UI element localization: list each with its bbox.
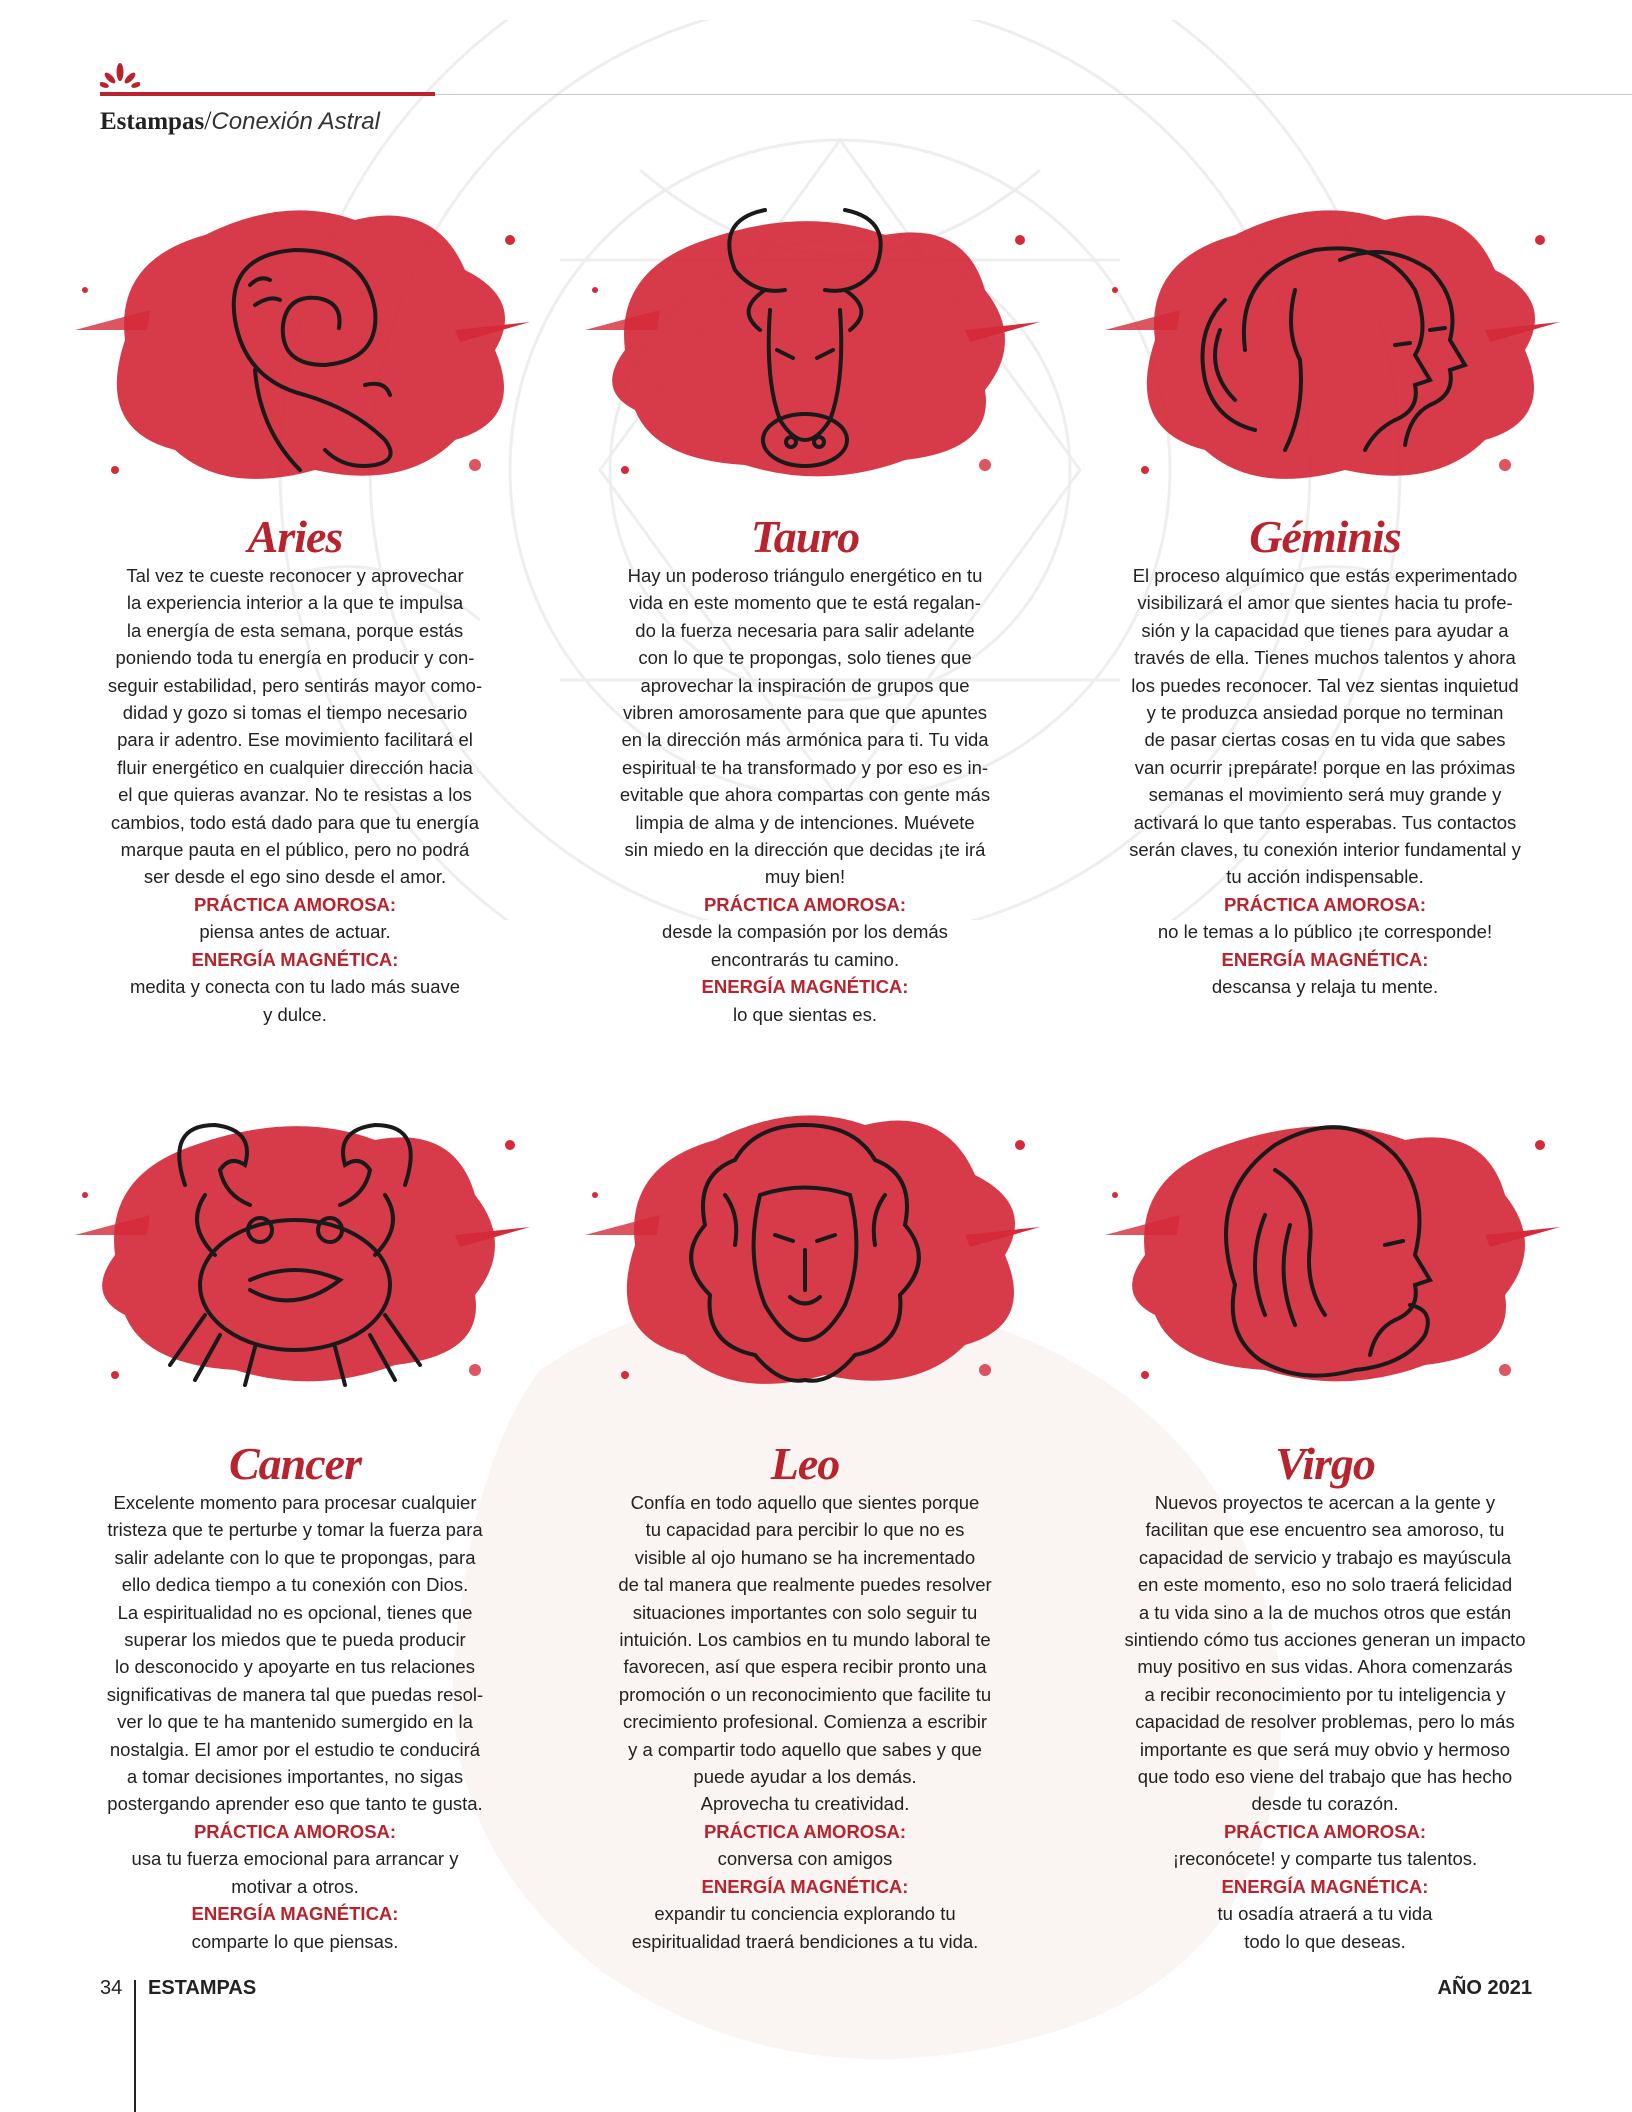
horoscope-line: favorecen, así que espera recibir pronto una xyxy=(623,1656,987,1678)
header-rule xyxy=(435,94,1632,95)
horoscope-line: van ocurrir ¡prepárate! porque en las próximas xyxy=(1134,756,1516,778)
magnetic-energy-label: ENERGÍA MAGNÉTICA: xyxy=(191,1903,399,1925)
sign-horoscope-text xyxy=(1085,1489,1565,1955)
horoscope-line: vida en este momento que te está regalan- xyxy=(629,592,981,614)
magnetic-energy-text: lo que sientas es. xyxy=(733,1003,877,1025)
love-practice-text: desde la compasión por los demás xyxy=(662,921,948,943)
horoscope-line: en este momento, eso no solo traerá felicidad xyxy=(1137,1574,1513,1596)
horoscope-line: través de ella. Tienes muchos talentos y ahora xyxy=(1134,647,1516,669)
horoscope-line: seguir estabilidad, pero sentirás mayor como- xyxy=(107,674,483,696)
crab-icon xyxy=(55,1085,535,1405)
love-practice-text: usa tu fuerza emocional para arrancar y xyxy=(131,1848,459,1870)
horoscope-line: sin miedo en la dirección que decidas ¡te irá xyxy=(624,839,986,861)
love-practice-text: piensa antes de actuar. xyxy=(199,921,391,943)
sign-horoscope-text xyxy=(55,1489,535,1955)
horoscope-line: que todo eso viene del trabajo que has hecho xyxy=(1137,1766,1513,1788)
horoscope-line: puede ayudar a los demás. xyxy=(693,1766,917,1788)
horoscope-line: cambios, todo está dado para que tu energía xyxy=(110,811,480,833)
sign-horoscope-text xyxy=(565,1489,1045,1955)
love-practice-label: PRÁCTICA AMOROSA: xyxy=(193,893,397,915)
magnetic-energy-text: espiritualidad traerá bendiciones a tu vida. xyxy=(631,1930,979,1952)
sign-name: Tauro xyxy=(750,511,860,562)
horoscope-line: salir adelante con lo que te propongas, para xyxy=(114,1546,476,1568)
horoscope-line: significativas de manera tal que puedas resol- xyxy=(106,1683,484,1705)
twin-faces-icon xyxy=(1085,180,1565,500)
love-practice-label: PRÁCTICA AMOROSA: xyxy=(1223,893,1427,915)
horoscope-line: superar los miedos que te pueda producir xyxy=(124,1629,466,1651)
magnetic-energy-label: ENERGÍA MAGNÉTICA: xyxy=(701,976,909,998)
horoscope-line: sintiendo cómo tus acciones generan un impacto xyxy=(1124,1629,1526,1651)
footer-year: AÑO 2021 xyxy=(1437,1977,1532,1999)
horoscope-line: Confía en todo aquello que sientes porque xyxy=(630,1492,980,1513)
horoscope-line: intuición. Los cambios en tu mundo laboral te xyxy=(619,1629,991,1651)
sign-name: Leo xyxy=(770,1438,840,1489)
section-title xyxy=(100,106,380,136)
horoscope-line: crecimiento profesional. Comienza a escribir xyxy=(623,1711,987,1733)
horoscope-line: y a compartir todo aquello que sabes y que xyxy=(628,1738,982,1760)
love-practice-text: conversa con amigos xyxy=(717,1848,893,1870)
horoscope-line: vibren amorosamente para que que apuntes xyxy=(622,702,988,724)
maiden-face-icon xyxy=(1085,1085,1565,1405)
horoscope-line: la energía de esta semana, porque estás xyxy=(126,619,464,641)
horoscope-line: ello dedica tiempo a tu conexión con Dios. xyxy=(121,1574,469,1596)
horoscope-line: Hay un poderoso triángulo energético en tu xyxy=(627,565,983,586)
horoscope-line: los puedes reconocer. Tal vez sientas inquietud xyxy=(1131,674,1519,696)
love-practice-text: encontrarás tu camino. xyxy=(710,948,900,970)
subsection-name: Conexión Astral xyxy=(211,108,380,135)
horoscope-line: evitable que ahora compartas con gente más xyxy=(619,784,991,806)
horoscope-line: visibilizará el amor que sientes hacia tu profe- xyxy=(1137,592,1513,614)
horoscope-line: de pasar ciertas cosas en tu vida que sabes xyxy=(1144,729,1506,751)
horoscope-line: limpia de alma y de intenciones. Muévete xyxy=(635,811,975,833)
love-practice-text: ¡reconócete! y comparte tus talentos. xyxy=(1172,1848,1478,1870)
horoscope-line: La espiritualidad no es opcional, tienes que xyxy=(117,1601,473,1623)
sign-name: Géminis xyxy=(1249,511,1401,562)
sign-horoscope-text xyxy=(55,562,535,1028)
horoscope-line: muy positivo en sus vidas. Ahora comenzarás xyxy=(1137,1656,1513,1678)
magnetic-energy-text: tu osadía atraerá a tu vida xyxy=(1217,1903,1433,1925)
love-practice-label: PRÁCTICA AMOROSA: xyxy=(703,1820,907,1842)
magnetic-energy-label: ENERGÍA MAGNÉTICA: xyxy=(191,948,399,970)
horoscope-line: didad y gozo si tomas el tiempo necesario xyxy=(122,702,468,724)
magnetic-energy-label: ENERGÍA MAGNÉTICA: xyxy=(701,1875,909,1897)
horoscope-line: visible al ojo humano se ha incrementado xyxy=(634,1546,976,1568)
page-number: 34 xyxy=(100,1977,123,1999)
horoscope-line: tu acción indispensable. xyxy=(1226,866,1424,888)
horoscope-line: tu capacidad para percibir lo que no es xyxy=(645,1519,965,1541)
sign-name: Aries xyxy=(247,511,343,562)
horoscope-line: promoción o un reconocimiento que facilite tu xyxy=(618,1683,992,1705)
horoscope-line: situaciones importantes con solo seguir tu xyxy=(632,1601,978,1623)
horoscope-line: Excelente momento para procesar cualquier xyxy=(113,1492,477,1513)
footer-rule xyxy=(134,1980,136,2112)
horoscope-line: en la dirección más armónica para ti. Tu vida xyxy=(621,729,989,751)
horoscope-line: serán claves, tu conexión interior fundamental y xyxy=(1129,839,1521,861)
horoscope-line: y te produzca ansiedad porque no terminan xyxy=(1146,702,1504,724)
fleuron-ornament-icon xyxy=(100,62,140,90)
horoscope-line: activará lo que tanto esperabas. Tus contactos xyxy=(1133,811,1517,833)
horoscope-line: a tu vida sino a la de muchos otros que están xyxy=(1138,1601,1512,1623)
love-practice-text: motivar a otros. xyxy=(231,1875,359,1897)
magnetic-energy-text: descansa y relaja tu mente. xyxy=(1211,976,1439,998)
sign-horoscope-text xyxy=(565,562,1045,1028)
magnetic-energy-text: y dulce. xyxy=(263,1003,327,1025)
horoscope-line: muy bien! xyxy=(764,866,846,888)
ram-head-icon xyxy=(55,180,535,500)
horoscope-line: el que quieras avanzar. No te resistas a los xyxy=(118,784,472,806)
horoscope-line: capacidad de resolver problemas, pero lo más xyxy=(1135,1711,1515,1733)
horoscope-line: marque pauta en el público, pero no podrá xyxy=(120,839,470,861)
horoscope-line: postergando aprender eso que tanto te gusta. xyxy=(107,1793,483,1815)
horoscope-line: con lo que te propongas, solo tienes que xyxy=(638,647,972,669)
love-practice-label: PRÁCTICA AMOROSA: xyxy=(1223,1820,1427,1842)
section-separator: / xyxy=(204,106,212,135)
horoscope-line: desde tu corazón. xyxy=(1251,1793,1399,1815)
lion-head-icon xyxy=(565,1085,1045,1405)
horoscope-line: Tal vez te cueste reconocer y aprovechar xyxy=(126,565,464,586)
magnetic-energy-text: comparte lo que piensas. xyxy=(191,1930,399,1952)
horoscope-line: do la fuerza necesaria para salir adelante xyxy=(635,619,975,641)
magnetic-energy-label: ENERGÍA MAGNÉTICA: xyxy=(1221,948,1429,970)
horoscope-line: lo desconocido y apoyarte en tus relaciones xyxy=(115,1656,475,1678)
horoscope-line: semanas el movimiento será muy grande y xyxy=(1148,784,1502,806)
horoscope-line: a tomar decisiones importantes, no sigas xyxy=(126,1766,464,1788)
horoscope-line: para ir adentro. Ese movimiento facilitará el xyxy=(117,729,473,751)
horoscope-line: la experiencia interior a la que te impulsa xyxy=(126,592,464,614)
sign-horoscope-text xyxy=(1085,562,1565,1001)
love-practice-label: PRÁCTICA AMOROSA: xyxy=(703,893,907,915)
header-accent-rule xyxy=(100,92,435,96)
horoscope-line: tristeza que te perturbe y tomar la fuerza para xyxy=(107,1519,483,1541)
horoscope-line: capacidad de servicio y trabajo es mayúscula xyxy=(1138,1546,1512,1568)
horoscope-line: poniendo toda tu energía en producir y con- xyxy=(115,647,475,669)
horoscope-line: nostalgia. El amor por el estudio te conducirá xyxy=(109,1738,481,1760)
horoscope-line: El proceso alquímico que estás experimentado xyxy=(1132,565,1518,586)
horoscope-line: fluir energético en cualquier dirección hacia xyxy=(117,756,473,778)
horoscope-line: ver lo que te ha mantenido sumergido en la xyxy=(117,1711,473,1733)
sign-name: Virgo xyxy=(1275,1438,1375,1489)
bull-head-icon xyxy=(565,180,1045,500)
horoscope-line: Nuevos proyectos te acercan a la gente y xyxy=(1154,1492,1496,1513)
horoscope-line: espiritual te ha transformado y por eso es in- xyxy=(621,756,989,778)
magnetic-energy-label: ENERGÍA MAGNÉTICA: xyxy=(1221,1875,1429,1897)
magnetic-energy-text: expandir tu conciencia explorando tu xyxy=(654,1903,956,1925)
sign-name: Cancer xyxy=(229,1438,361,1489)
magnetic-energy-text: todo lo que deseas. xyxy=(1244,1930,1406,1952)
horoscope-line: sión y la capacidad que tienes para ayudar a xyxy=(1141,619,1509,641)
horoscope-line: importante es que será muy obvio y hermoso xyxy=(1139,1738,1511,1760)
magnetic-energy-text: medita y conecta con tu lado más suave xyxy=(129,976,461,998)
horoscope-line: a recibir reconocimiento por tu inteligencia y xyxy=(1144,1683,1506,1705)
horoscope-line: de tal manera que realmente puedes resolver xyxy=(618,1574,992,1596)
horoscope-line: Aprovecha tu creatividad. xyxy=(700,1793,910,1815)
love-practice-text: no le temas a lo público ¡te corresponde! xyxy=(1157,921,1493,943)
horoscope-line: facilitan que ese encuentro sea amoroso, tu xyxy=(1145,1519,1505,1541)
horoscope-line: ser desde el ego sino desde el amor. xyxy=(143,866,447,888)
section-name: Estampas xyxy=(100,108,205,135)
horoscope-line: aprovechar la inspiración de grupos que xyxy=(640,674,970,696)
footer-magazine-name: ESTAMPAS xyxy=(148,1977,257,1999)
love-practice-label: PRÁCTICA AMOROSA: xyxy=(193,1820,397,1842)
